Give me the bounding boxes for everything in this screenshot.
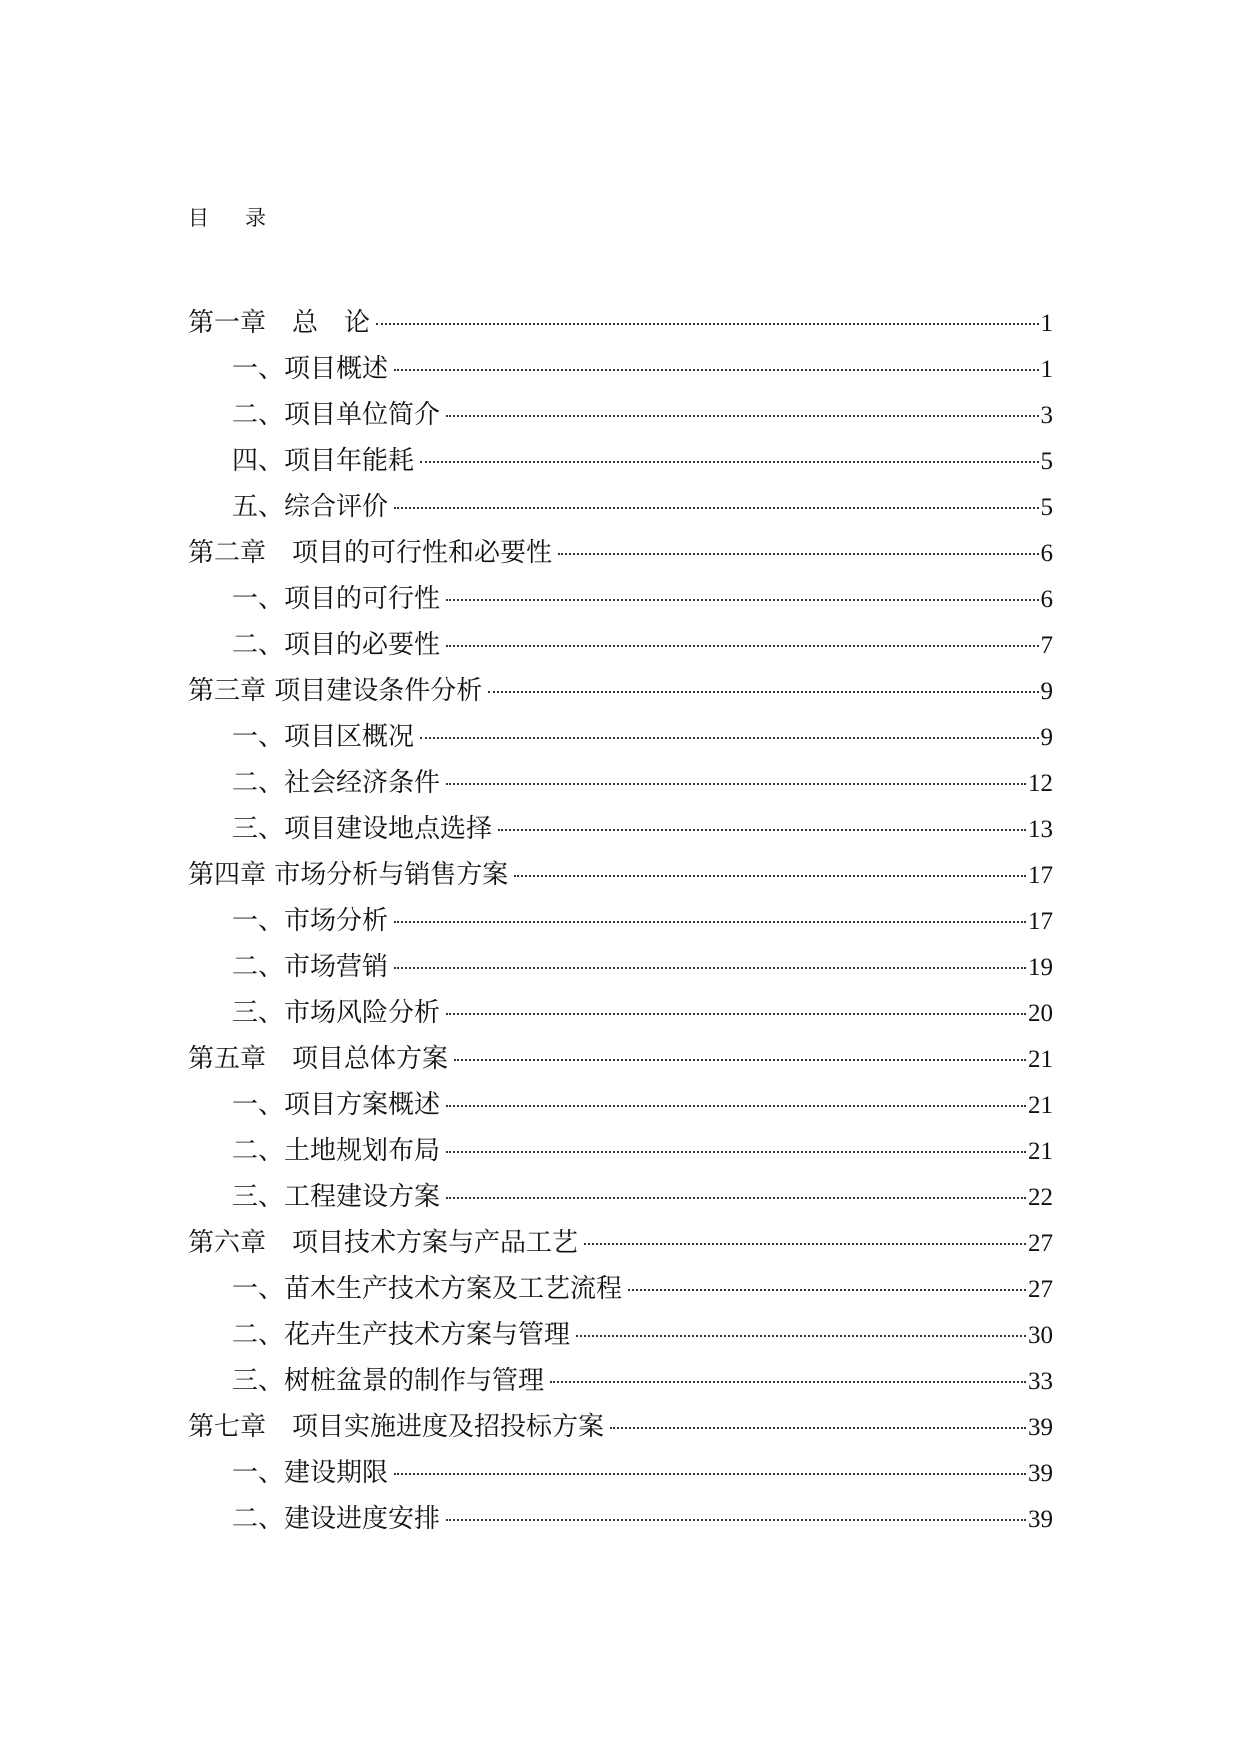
toc-section-entry[interactable] [188,1128,1053,1174]
toc-section-entry[interactable] [188,1266,1053,1312]
toc-entry-title: 一、苗木生产技术方案及工艺流程 [232,1274,623,1304]
toc-entry-title: 四、项目年能耗 [232,446,415,476]
toc-entry-page-number: 6 [1040,586,1053,613]
toc-entry-title: 二、花卉生产技术方案与管理 [232,1320,571,1350]
toc-heading-left: 目 [188,206,209,230]
toc-entry-title: 三、工程建设方案 [232,1182,441,1212]
toc-dot-leader [394,507,1038,509]
toc-section-entry[interactable] [188,1082,1053,1128]
toc-section-entry[interactable] [188,1174,1053,1220]
toc-heading [188,204,266,232]
toc-entry-title: 一、项目方案概述 [232,1090,441,1120]
toc-entry-title: 三、市场风险分析 [232,998,441,1028]
toc-entry-title: 二、建设进度安排 [232,1504,441,1534]
toc-entry-page-number: 39 [1028,1414,1053,1441]
toc-entry-page-number: 21 [1028,1092,1053,1119]
toc-section-entry[interactable] [188,1496,1053,1542]
toc-chapter-entry[interactable] [188,530,1053,576]
toc-entry-page-number: 39 [1028,1506,1053,1533]
toc-dot-leader [514,875,1026,877]
toc-entry-title: 第四章 市场分析与销售方案 [188,860,509,890]
toc-entry-title: 一、建设期限 [232,1458,389,1488]
toc-section-entry[interactable] [188,806,1053,852]
toc-dot-leader [628,1289,1026,1291]
toc-list [188,300,1053,1542]
toc-entry-title: 二、土地规划布局 [232,1136,441,1166]
toc-dot-leader [488,691,1038,693]
toc-entry-page-number: 1 [1040,310,1053,337]
toc-dot-leader [446,415,1038,417]
toc-entry-page-number: 1 [1040,356,1053,383]
toc-entry-page-number: 21 [1028,1138,1053,1165]
toc-entry-page-number: 19 [1028,954,1053,981]
toc-dot-leader [558,553,1038,555]
toc-section-entry[interactable] [188,1312,1053,1358]
toc-chapter-entry[interactable] [188,1220,1053,1266]
toc-entry-page-number: 13 [1028,816,1053,843]
toc-dot-leader [446,1105,1026,1107]
toc-section-entry[interactable] [188,714,1053,760]
toc-entry-title: 二、市场营销 [232,952,389,982]
toc-section-entry[interactable] [188,392,1053,438]
toc-section-entry[interactable] [188,990,1053,1036]
toc-entry-page-number: 7 [1040,632,1053,659]
toc-dot-leader [394,369,1038,371]
toc-entry-title: 一、项目的可行性 [232,584,441,614]
toc-entry-title: 二、项目单位简介 [232,400,441,430]
toc-entry-title: 五、综合评价 [232,492,389,522]
toc-section-entry[interactable] [188,944,1053,990]
toc-entry-title: 三、项目建设地点选择 [232,814,493,844]
toc-entry-page-number: 27 [1028,1230,1053,1257]
toc-dot-leader [454,1059,1026,1061]
toc-entry-title: 二、项目的必要性 [232,630,441,660]
toc-entry-page-number: 33 [1028,1368,1053,1395]
toc-entry-title: 第三章 项目建设条件分析 [188,676,483,706]
toc-section-entry[interactable] [188,484,1053,530]
toc-dot-leader [394,967,1026,969]
toc-dot-leader [446,1519,1026,1521]
toc-dot-leader [394,1473,1026,1475]
toc-dot-leader [446,645,1038,647]
toc-entry-title: 二、社会经济条件 [232,768,441,798]
toc-section-entry[interactable] [188,898,1053,944]
toc-entry-page-number: 5 [1040,448,1053,475]
toc-section-entry[interactable] [188,438,1053,484]
toc-dot-leader [446,599,1038,601]
toc-entry-title: 第一章 总 论 [188,308,371,338]
toc-section-entry[interactable] [188,1450,1053,1496]
toc-dot-leader [446,1151,1026,1153]
toc-entry-page-number: 9 [1040,678,1053,705]
toc-dot-leader [420,461,1038,463]
toc-entry-page-number: 3 [1040,402,1053,429]
toc-entry-title: 第二章 项目的可行性和必要性 [188,538,553,568]
toc-dot-leader [610,1427,1026,1429]
toc-dot-leader [576,1335,1026,1337]
toc-dot-leader [584,1243,1026,1245]
toc-section-entry[interactable] [188,760,1053,806]
toc-dot-leader [550,1381,1026,1383]
toc-entry-page-number: 12 [1028,770,1053,797]
toc-dot-leader [394,921,1026,923]
toc-chapter-entry[interactable] [188,852,1053,898]
toc-chapter-entry[interactable] [188,300,1053,346]
toc-section-entry[interactable] [188,576,1053,622]
toc-entry-page-number: 17 [1028,908,1053,935]
toc-heading-right: 录 [245,206,266,230]
toc-section-entry[interactable] [188,346,1053,392]
toc-entry-title: 第六章 项目技术方案与产品工艺 [188,1228,579,1258]
toc-entry-page-number: 39 [1028,1460,1053,1487]
toc-entry-page-number: 21 [1028,1046,1053,1073]
toc-entry-title: 第七章 项目实施进度及招投标方案 [188,1412,605,1442]
toc-entry-page-number: 30 [1028,1322,1053,1349]
toc-entry-title: 一、市场分析 [232,906,389,936]
toc-dot-leader [420,737,1038,739]
toc-entry-page-number: 6 [1040,540,1053,567]
toc-section-entry[interactable] [188,622,1053,668]
toc-dot-leader [446,783,1026,785]
toc-entry-page-number: 17 [1028,862,1053,889]
toc-dot-leader [446,1013,1026,1015]
toc-entry-page-number: 5 [1040,494,1053,521]
toc-chapter-entry[interactable] [188,668,1053,714]
toc-entry-title: 一、项目区概况 [232,722,415,752]
toc-chapter-entry[interactable] [188,1404,1053,1450]
toc-entry-page-number: 27 [1028,1276,1053,1303]
toc-dot-leader [446,1197,1026,1199]
toc-section-entry[interactable] [188,1358,1053,1404]
toc-entry-title: 第五章 项目总体方案 [188,1044,449,1074]
toc-entry-page-number: 9 [1040,724,1053,751]
toc-entry-title: 三、树桩盆景的制作与管理 [232,1366,545,1396]
toc-chapter-entry[interactable] [188,1036,1053,1082]
toc-entry-page-number: 20 [1028,1000,1053,1027]
toc-dot-leader [376,323,1038,325]
toc-entry-title: 一、项目概述 [232,354,389,384]
toc-dot-leader [498,829,1026,831]
toc-entry-page-number: 22 [1028,1184,1053,1211]
